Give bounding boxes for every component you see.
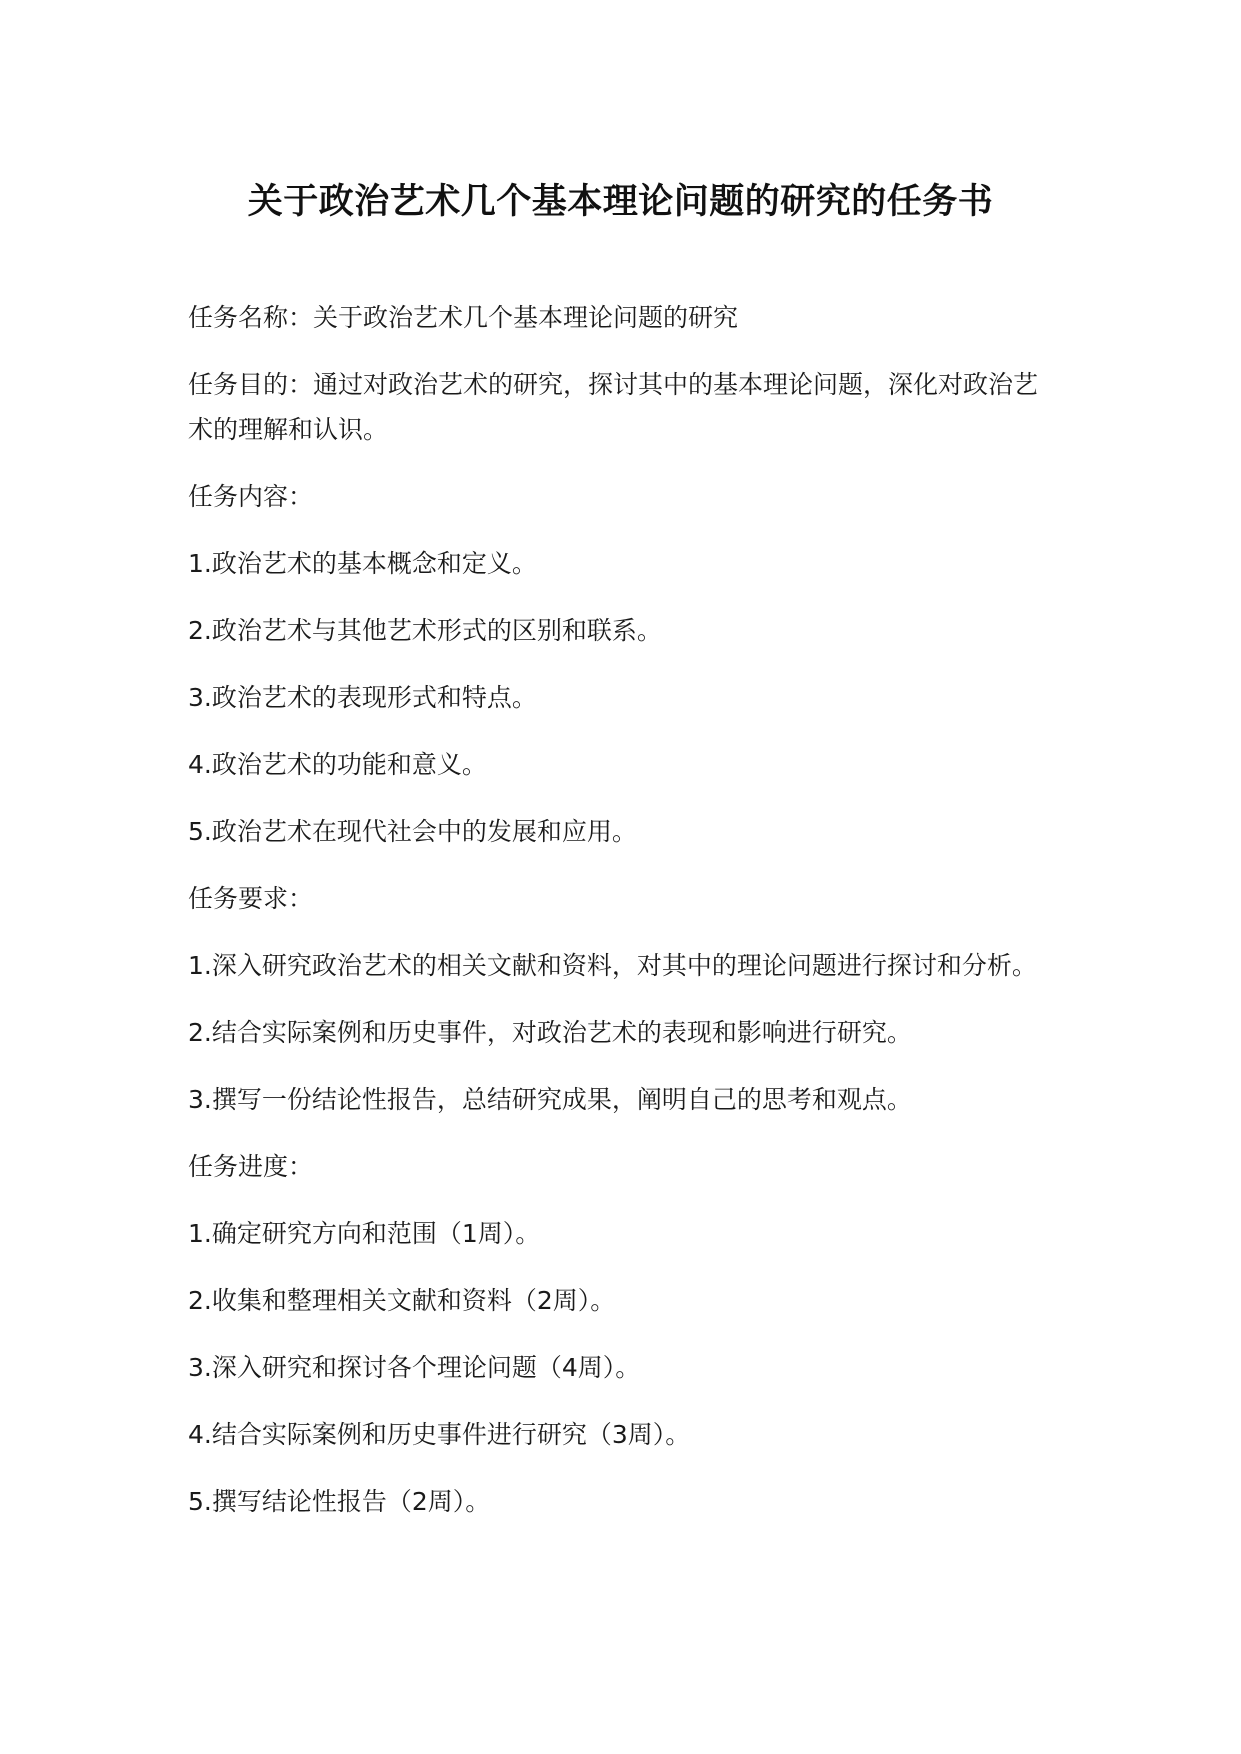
schedule-item-2: 2.收集和整理相关文献和资料（2周）。 [188, 1286, 616, 1315]
task-content-heading: 任务内容： [188, 482, 314, 511]
task-purpose-line: 任务目的：通过对政治艺术的研究，探讨其中的基本理论问题，深化对政治艺术的理解和认识。 [188, 370, 1039, 444]
document-title: 关于政治艺术几个基本理论问题的研究的任务书 [247, 182, 994, 222]
task-name-line: 任务名称：关于政治艺术几个基本理论问题的研究 [188, 303, 739, 332]
requirement-item-3: 3.撰写一份结论性报告，总结研究成果，阐明自己的思考和观点。 [188, 1085, 912, 1114]
requirement-item-2: 2.结合实际案例和历史事件，对政治艺术的表现和影响进行研究。 [188, 1018, 912, 1047]
task-requirements-heading: 任务要求： [188, 884, 314, 913]
schedule-item-3: 3.深入研究和探讨各个理论问题（4周）。 [188, 1353, 641, 1382]
content-item-5: 5.政治艺术在现代社会中的发展和应用。 [188, 817, 637, 846]
document-body [188, 295, 1058, 1546]
content-item-3: 3.政治艺术的表现形式和特点。 [188, 683, 537, 712]
schedule-item-4: 4.结合实际案例和历史事件进行研究（3周）。 [188, 1420, 691, 1449]
schedule-item-5: 5.撰写结论性报告（2周）。 [188, 1487, 491, 1516]
schedule-item-1: 1.确定研究方向和范围（1周）。 [188, 1219, 541, 1248]
requirement-item-1: 1.深入研究政治艺术的相关文献和资料，对其中的理论问题进行探讨和分析。 [188, 951, 1037, 980]
task-schedule-heading: 任务进度： [188, 1152, 314, 1181]
content-item-1: 1.政治艺术的基本概念和定义。 [188, 549, 537, 578]
content-item-4: 4.政治艺术的功能和意义。 [188, 750, 487, 779]
content-item-2: 2.政治艺术与其他艺术形式的区别和联系。 [188, 616, 662, 645]
